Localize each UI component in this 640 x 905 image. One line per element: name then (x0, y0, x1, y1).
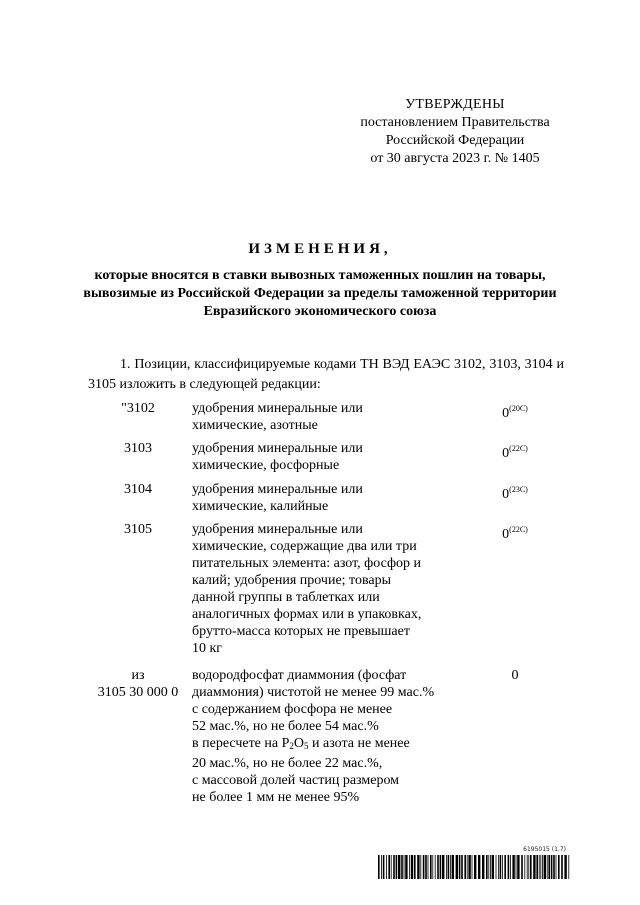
document-footer (378, 846, 570, 884)
rate-value: 0 (502, 446, 510, 461)
document-subtitle: которые вносятся в ставки вывозных таможенных пошлин на товары, вывозимые из Российской Федерации за пределы таможенной территории Евразийского экономического союза (83, 268, 557, 319)
desc-line: брутто-масса которых не превышает (192, 624, 410, 639)
row-code: "3102 (121, 401, 155, 416)
intro-paragraph: 1. Позиции, классифицируемые кодами ТН ВЭД ЕАЭС 3102, 3103, 3104 и 3105 изложить в следующей редакции: (88, 357, 564, 392)
desc-line (192, 735, 460, 755)
desc-line: аналогичных формах или в упаковках, (192, 607, 422, 622)
desc-line: с содержанием фосфора не менее (192, 702, 393, 717)
footer-code: 6195015 (1.7) (523, 846, 566, 853)
approval-line: Российской Федерации (385, 133, 525, 148)
desc-line: химические, содержащие два или три (192, 539, 417, 554)
desc-line: калий; удобрения прочие; товары (192, 573, 392, 588)
rate-value: 0 (502, 487, 510, 502)
row-rate (470, 521, 560, 543)
row-description (192, 521, 460, 657)
desc-fragment: O (293, 736, 305, 751)
rate-value: 0 (502, 406, 510, 421)
approval-date: от 30 августа 2023 г. № 1405 (370, 151, 540, 166)
rate-note: (20С) (509, 404, 528, 413)
desc-line: удобрения минеральные или (192, 401, 363, 416)
desc-subscript: 5 (304, 741, 309, 751)
code-value: 3105 30 000 0 (97, 685, 179, 700)
desc-line: с массовой долей частиц размером (192, 773, 400, 788)
rate-note: (22С) (509, 444, 528, 453)
desc-subscript: 2 (289, 741, 294, 751)
row-rate (470, 667, 560, 684)
row-description (192, 440, 460, 474)
desc-line: не более 1 мм не менее 95% (192, 790, 360, 805)
approval-line: постановлением Правительства (360, 115, 550, 130)
desc-line: водородфосфат диаммония (фосфат (192, 668, 407, 683)
desc-line: питательных элемента: азот, фосфор и (192, 556, 422, 571)
desc-fragment: в пересчете на P (192, 736, 290, 751)
row-code: 3104 (124, 482, 152, 497)
row-code: 3105 (124, 522, 152, 537)
row-description (192, 667, 460, 806)
rate-note: (23С) (509, 485, 528, 494)
row-rate (470, 440, 560, 462)
row-rate (470, 400, 560, 422)
barcode-icon (378, 855, 570, 879)
desc-fragment: и азота не менее (308, 736, 410, 751)
approval-block (340, 96, 570, 168)
desc-line: удобрения минеральные или (192, 522, 363, 537)
desc-line: диаммония) чистотой не менее 99 мас.% (192, 685, 435, 700)
desc-line: удобрения минеральные или (192, 441, 363, 456)
desc-line: химические, фосфорные (192, 458, 340, 473)
row-rate (470, 481, 560, 503)
desc-line: данной группы в таблетках или (192, 590, 380, 605)
desc-line: 20 мас.%, но не более 22 мас.%, (192, 756, 383, 771)
rate-value: 0 (511, 668, 519, 683)
row-code: 3103 (124, 441, 152, 456)
code-prefix: из (131, 668, 145, 683)
desc-line: удобрения минеральные или (192, 482, 363, 497)
desc-line: 52 мас.%, но не более 54 мас.% (192, 719, 379, 734)
desc-line: 10 кг (192, 641, 223, 656)
desc-line: химические, калийные (192, 499, 329, 514)
row-description (192, 481, 460, 515)
document-title: ИЗМЕНЕНИЯ, (248, 241, 392, 257)
rate-note: (22С) (509, 525, 528, 534)
row-description (192, 400, 460, 434)
desc-line: химические, азотные (192, 418, 318, 433)
rate-value: 0 (502, 527, 510, 542)
row-code (88, 667, 188, 701)
approval-title: УТВЕРЖДЕНЫ (405, 97, 505, 112)
